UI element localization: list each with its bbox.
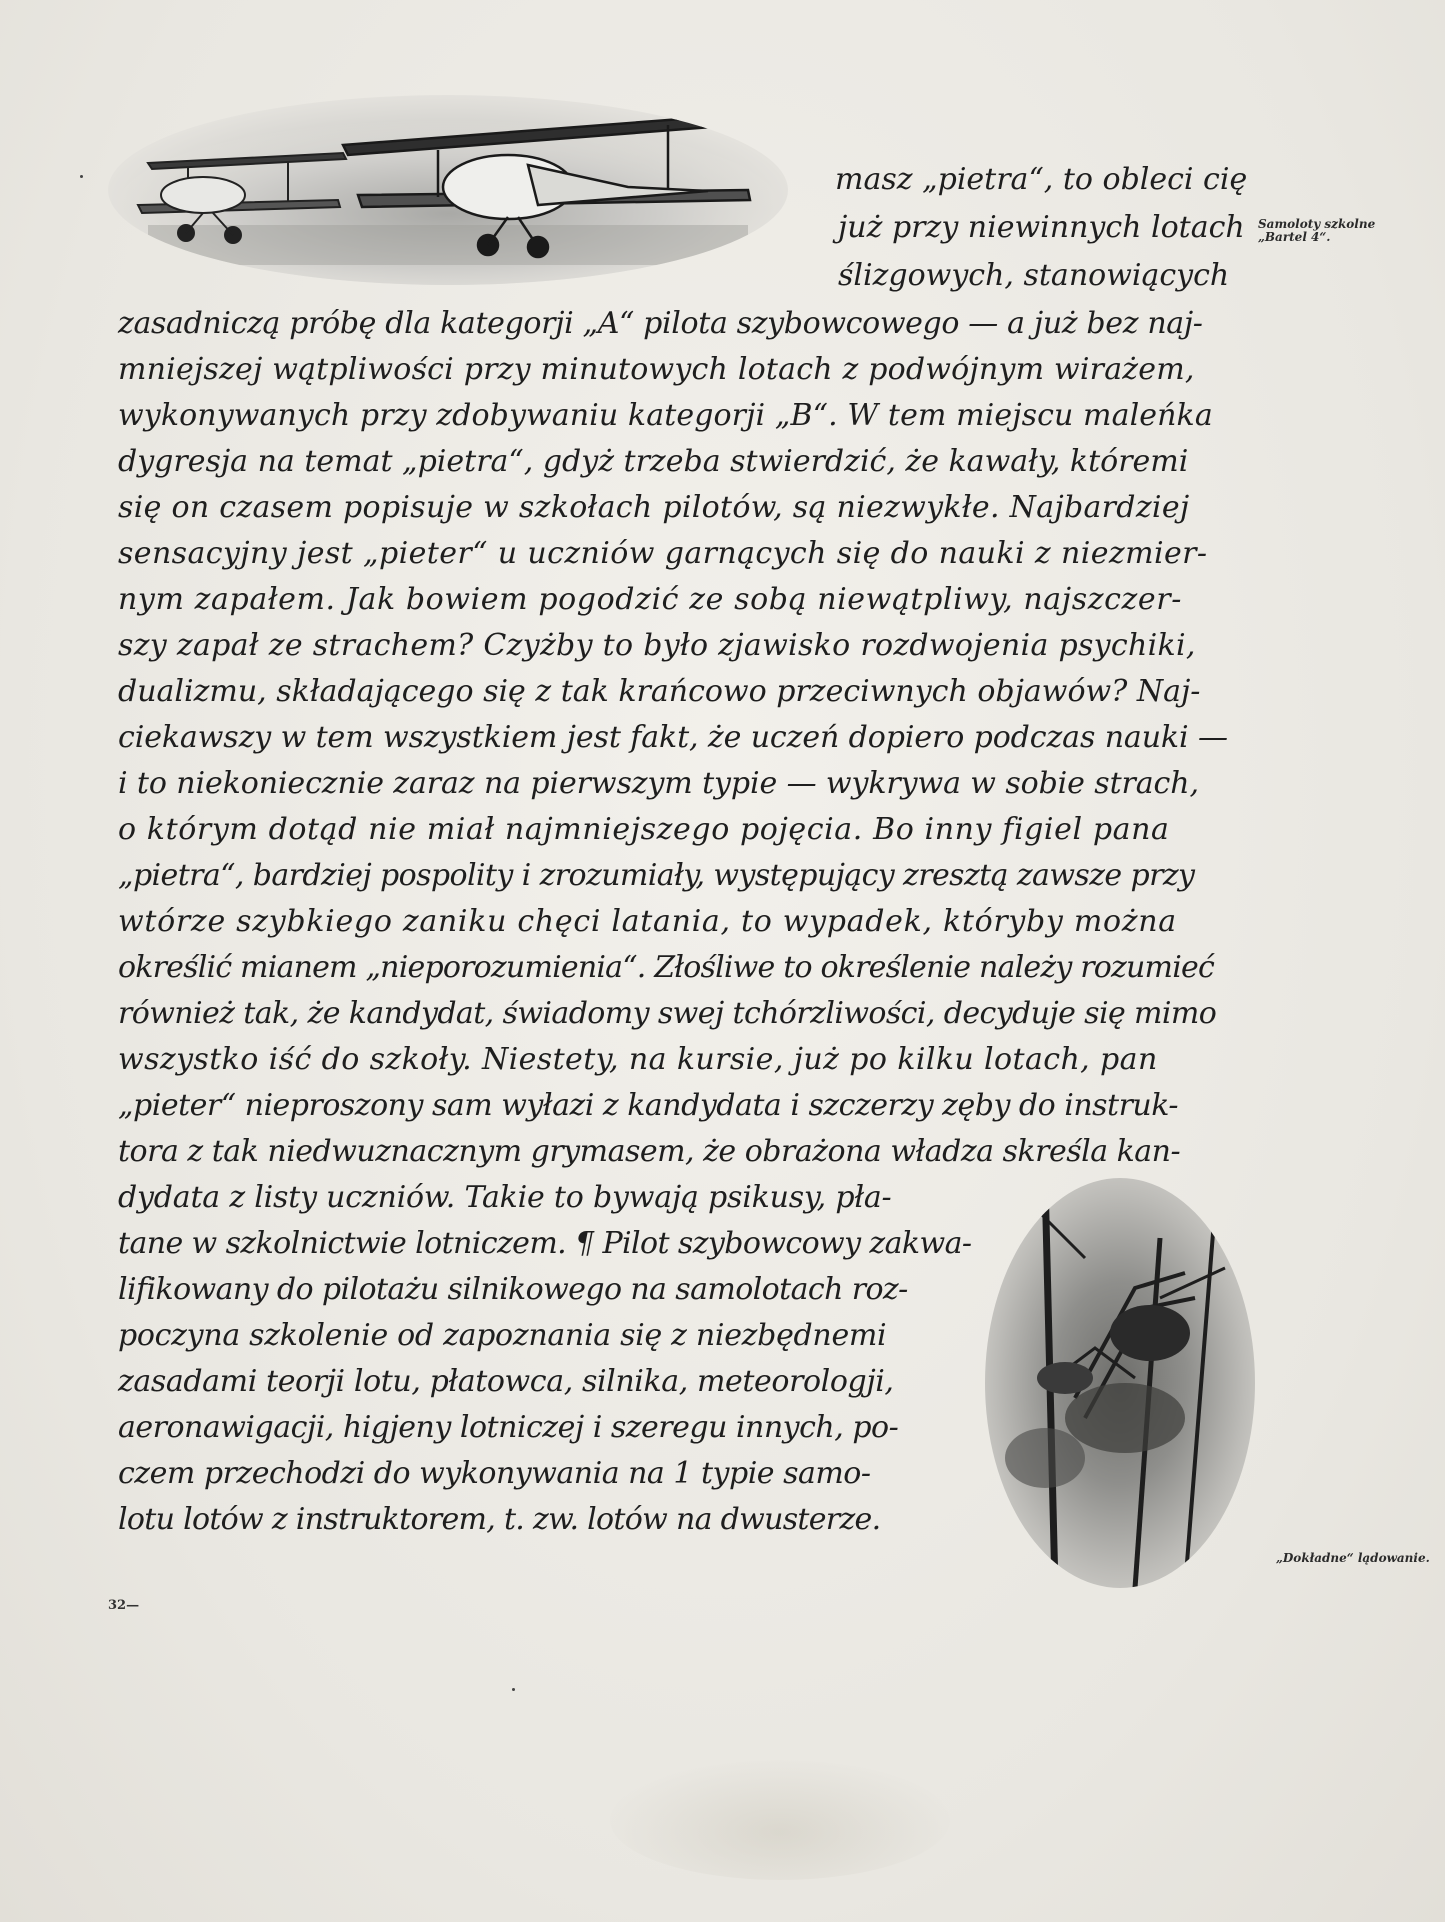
text-line: tane w szkolnictwie lotniczem. ¶ Pilot szybowcowy zakwa-: [118, 1226, 972, 1261]
text-line: wykonywanych przy zdobywaniu kategorji „B“. W tem miejscu maleńka: [118, 398, 1213, 433]
text-line: dualizmu, składającego się z tak krańcowo przeciwnych objawów? Naj-: [118, 674, 1201, 709]
paper-stain: [610, 1760, 950, 1880]
text-line: dygresja na temat „pietra“, gdyż trzeba stwierdzić, że kawały, któremi: [118, 444, 1189, 479]
text-line: również tak, że kandydat, świadomy swej tchórzliwości, decyduje się mimo: [118, 996, 1217, 1031]
text-line: ciekawszy w tem wszystkiem jest fakt, że uczeń dopiero podczas nauki —: [118, 720, 1228, 755]
text-line: tora z tak niedwuznacznym grymasem, że obrażona władza skreśla kan-: [118, 1134, 1181, 1169]
biplanes-illustration: [108, 95, 788, 285]
plane-in-tree-photo: [985, 1178, 1255, 1588]
paper-speck: [80, 175, 83, 178]
text-line: już przy niewinnych lotach: [838, 210, 1245, 245]
text-line: lotu lotów z instruktorem, t. zw. lotów na dwusterze.: [118, 1502, 881, 1537]
text-line: się on czasem popisuje w szkołach pilotów, są niezwykłe. Najbardziej: [118, 490, 1190, 525]
tree-caption: „Dokładne“ lądowanie.: [1276, 1551, 1430, 1565]
text-line: sensacyjny jest „pieter“ u uczniów garnących się do nauki z niezmier-: [118, 536, 1208, 571]
text-line: ślizgowych, stanowiących: [838, 258, 1230, 293]
text-line: zasadami teorji lotu, płatowca, silnika, meteorologji,: [118, 1364, 894, 1399]
text-line: masz „pietra“, to obleci cię: [835, 162, 1248, 197]
tree-crash-illustration: [985, 1178, 1255, 1588]
planes-caption-line-1: Samoloty szkolne: [1258, 217, 1376, 231]
text-line: lifikowany do pilotażu silnikowego na samolotach roz-: [118, 1272, 908, 1307]
biplanes-photo: [108, 95, 788, 285]
text-line: dydata z listy uczniów. Takie to bywają psikusy, pła-: [118, 1180, 892, 1215]
paper-speck: [512, 1688, 515, 1691]
text-line: mniejszej wątpliwości przy minutowych lotach z podwójnym wirażem,: [118, 352, 1195, 387]
text-line: szy zapał ze strachem? Czyżby to było zjawisko rozdwojenia psychiki,: [118, 628, 1196, 663]
text-line: określić mianem „nieporozumienia“. Złośliwe to określenie należy rozumieć: [118, 950, 1214, 985]
text-line: nym zapałem. Jak bowiem pogodzić ze sobą niewątpliwy, najszczer-: [118, 582, 1182, 617]
text-line: „pieter“ nieproszony sam wyłazi z kandydata i szczerzy zęby do instruk-: [118, 1088, 1179, 1123]
text-line: aeronawigacji, higjeny lotniczej i szeregu innych, po-: [118, 1410, 899, 1445]
text-line: o którym dotąd nie miał najmniejszego pojęcia. Bo inny figiel pana: [118, 812, 1170, 847]
text-line: wtórze szybkiego zaniku chęci latania, to wypadek, któryby można: [118, 904, 1177, 939]
text-line: poczyna szkolenie od zapoznania się z niezbędnemi: [118, 1318, 887, 1353]
planes-caption: [1258, 218, 1408, 244]
text-line: czem przechodzi do wykonywania na 1 typie samo-: [118, 1456, 871, 1491]
text-line: „pietra“, bardziej pospolity i zrozumiały, występujący zresztą zawsze przy: [118, 858, 1195, 893]
text-line: wszystko iść do szkoły. Niestety, na kursie, już po kilku lotach, pan: [118, 1042, 1158, 1077]
planes-caption-line-2: „Bartel 4“.: [1258, 230, 1331, 244]
text-line: i to niekoniecznie zaraz na pierwszym typie — wykrywa w sobie strach,: [118, 766, 1199, 801]
page-number: 32—: [108, 1598, 140, 1613]
text-line: zasadniczą próbę dla kategorji „A“ pilota szybowcowego — a już bez naj-: [118, 306, 1203, 341]
